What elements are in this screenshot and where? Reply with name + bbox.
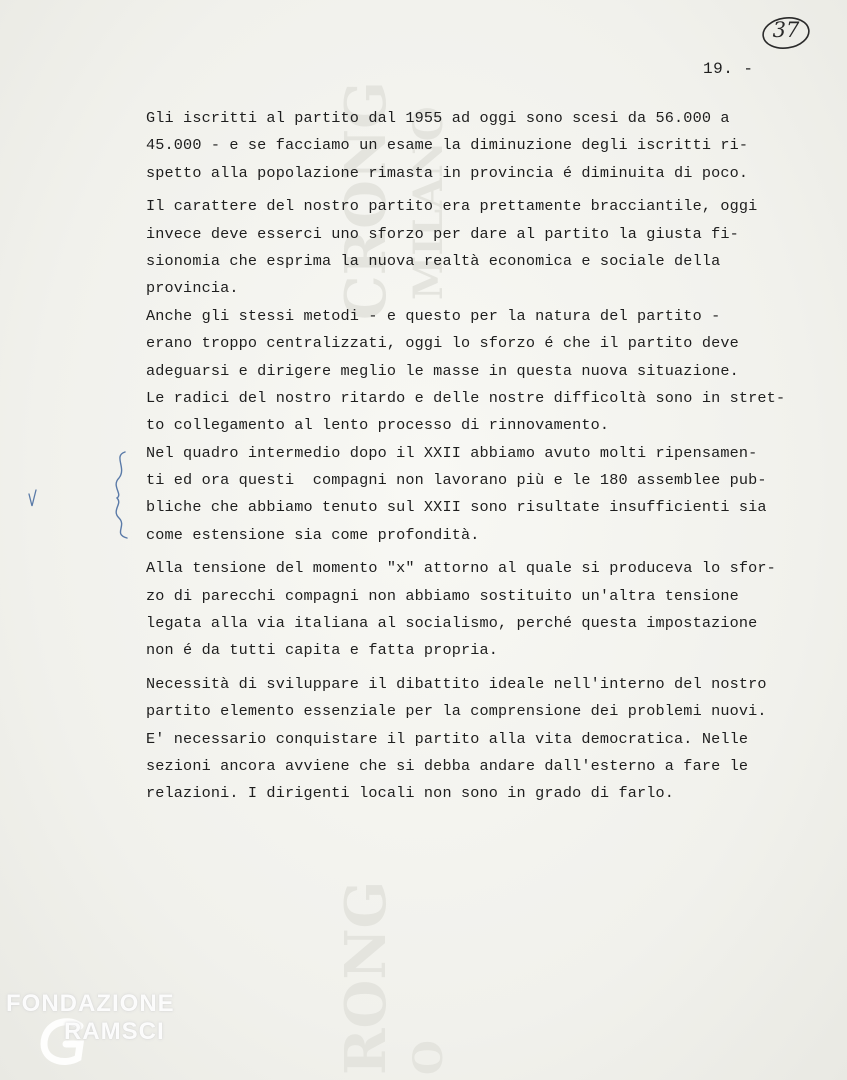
watermark-top-text-2: MILANO — [405, 106, 452, 300]
text-line: non é da tutti capita e fatta propria. — [146, 641, 499, 660]
text-line: E' necessario conquistare il partito alla vita democratica. Nelle — [146, 729, 749, 748]
text-line: ti ed ora questi compagni non lavorano più e le 180 assemblee pub- — [146, 471, 767, 490]
text-line: sionomia che esprima la nuova realtà economica e sociale della — [146, 251, 721, 270]
watermark-bottom-text-2: O — [405, 1040, 452, 1075]
logo-line-2: RAMSCI — [64, 1018, 165, 1045]
pencil-brace-mark-icon — [105, 450, 131, 540]
text-line: Necessità di sviluppare il dibattito ideale nell'interno del nostro — [146, 674, 767, 693]
watermark-bottom-text: RONG — [333, 880, 399, 1075]
text-line: erano troppo centralizzati, oggi lo sforzo é che il partito deve — [146, 334, 739, 353]
typewritten-body — [146, 105, 826, 808]
archive-number-stamp — [760, 14, 812, 52]
paragraph — [146, 105, 826, 187]
watermark-top-text: CRONG — [333, 81, 399, 320]
archive-number: 37 — [772, 18, 800, 42]
text-line: bliche che abbiamo tenuto sul XXII sono risultate insufficienti sia — [146, 498, 767, 517]
text-line: Gli iscritti al partito dal 1955 ad oggi sono scesi da 56.000 a — [146, 109, 730, 127]
text-line: Alla tensione del momento "x" attorno al quale si produceva lo sfor- — [146, 559, 776, 578]
logo-line-1: FONDAZIONE — [6, 990, 175, 1017]
page-number: 19. - — [703, 60, 754, 78]
text-line: Anche gli stessi metodi - e questo per la natura del partito - — [146, 306, 721, 325]
paragraph — [146, 555, 826, 665]
text-line: relazioni. I dirigenti locali non sono in grado di farlo. — [146, 784, 675, 803]
text-line: legata alla via italiana al socialismo, perché questa impostazione — [146, 614, 758, 633]
text-line: Nel quadro intermedio dopo il XXII abbiamo avuto molti ripensamen- — [146, 443, 758, 462]
fondazione-gramsci-logo — [6, 990, 216, 1070]
text-line: to collegamento al lento processo di rinnovamento. — [146, 416, 610, 435]
text-line: partito elemento essenziale per la comprensione dei problemi nuovi. — [146, 702, 767, 721]
text-line: adeguarsi e dirigere meglio le masse in questa nuova situazione. — [146, 361, 739, 380]
text-line: spetto alla popolazione rimasta in provincia é diminuita di poco. — [146, 163, 749, 182]
text-line: provincia. — [146, 279, 239, 298]
text-line: sezioni ancora avviene che si debba andare dall'esterno a fare le — [146, 756, 749, 775]
text-line: come estensione sia come profondità. — [146, 525, 480, 544]
text-line: invece deve esserci uno sforzo per dare al partito la giusta fi- — [146, 224, 739, 243]
text-line: zo di parecchi compagni non abbiamo sostituito un'altra tensione — [146, 586, 739, 605]
text-line: Il carattere del nostro partito era prettamente bracciantile, oggi — [146, 197, 758, 216]
paragraph — [146, 671, 826, 808]
pencil-check-mark-icon — [26, 488, 40, 510]
text-line: Le radici del nostro ritardo e delle nostre difficoltà sono in stret- — [146, 388, 786, 407]
paragraph — [146, 193, 826, 549]
text-line: 45.000 - e se facciamo un esame la diminuzione degli iscritti ri- — [146, 136, 749, 155]
